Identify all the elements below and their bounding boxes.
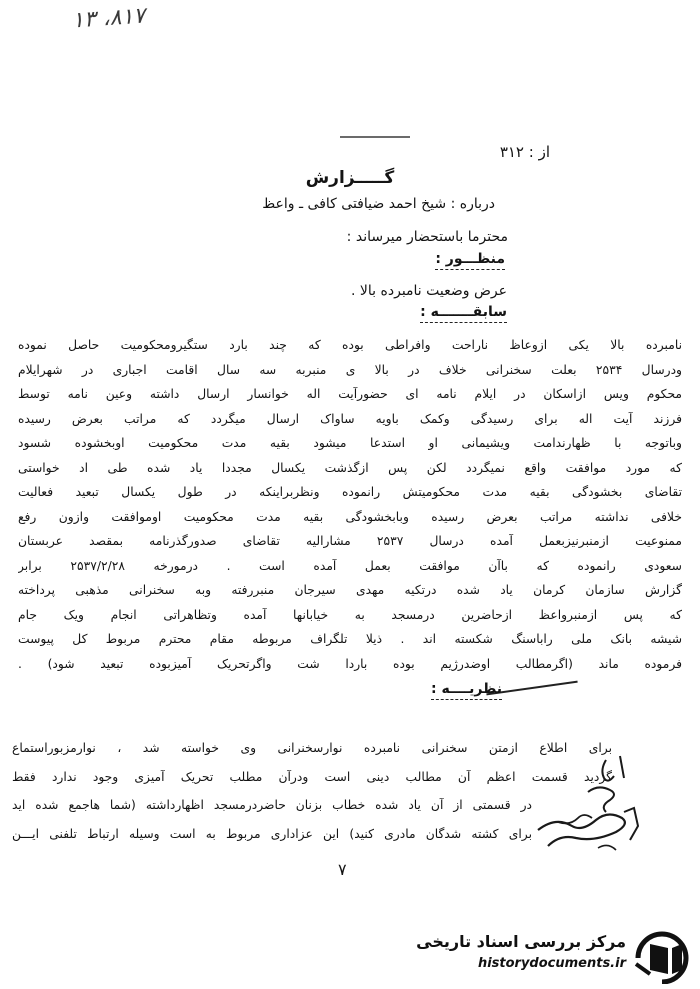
- purpose-text: عرض وضعیت نامبرده بالا .: [351, 283, 507, 299]
- body-text-line: ممنوعیت ازمنبرنیزبعمل آمده درسال ۲۵۳۷ مشارالیه تقاضای صدورگذرنامه بمقصد عربستان: [18, 534, 682, 548]
- body-text-line: شیشه بانک ملی راباسنگ شکسته اند . ذیلا تلگراف مربوطه مقام محترم مربوط کل پیوست: [18, 632, 682, 646]
- body-text-line: فرموده ماند (اگرمطالب اوضدرژیم بوده باردا شت واگرتحریک آمیزبوده تبعید شود) .: [18, 656, 682, 671]
- purpose-heading: منظـــور :: [435, 251, 505, 270]
- book-emblem-icon: [632, 928, 690, 984]
- closing-mark: ۷: [338, 860, 347, 879]
- handwritten-signature-icon: [528, 752, 648, 862]
- from-line: از : ۳۱۲: [499, 143, 550, 161]
- opinion-text-line: برای کشته شدگان مادری کنید) این عزاداری مربوط به است وسیله ارتباط تلفنی ایـــن: [12, 826, 532, 841]
- header-divider: [340, 136, 410, 138]
- opinion-text-line: برای اطلاع ازمتن سخنرانی نامبرده نوارسخنرانی وی خواسته شد ، نوارمزبوراستماع: [12, 741, 612, 755]
- watermark-url: historydocuments.ir: [477, 956, 626, 971]
- body-text-line: نامبرده بالا یکی ازوعاظ ناراحت وافراطی بوده که چند بارد ستگیرومحکومیت حاصل نموده: [18, 338, 682, 352]
- subject-person-line: درباره : شیخ احمد ضیافتی کافی ـ واعظ: [262, 196, 495, 212]
- opinion-text-line: گردید قسمت اعظم آن مطالب دینی است ودرآن مطلب تحریک آمیزی وجود ندارد فقط: [12, 769, 612, 784]
- watermark-title: مرکز بررسی اسناد تاریخی: [416, 932, 626, 951]
- body-text-line: محکوم ویس ازاسکان در ایلام نامه ای حضورآیت اله خوانسار ارسال داشته وعین نامه توسط: [18, 387, 682, 401]
- body-text-line: سعودی رانموده که باآن موافقت بعمل آمده است . درمورخه ۲۵۳۷/۲/۲۸ برابر: [18, 558, 682, 573]
- opinion-text-line: در قسمتی از آن یاد شده خطاب بزنان حاضردرمسجد اظهارداشته (شما هاجمع شده اید: [12, 798, 532, 812]
- background-heading: سابقـــــــه :: [420, 304, 507, 323]
- body-text-line: ودرسال ۲۵۳۴ بعلت سخنرانی خلاف در بالا ی منبربه سه سال اقامت اجباری در شهرایلام: [18, 362, 682, 377]
- body-text-line: وباتوجه با ظهارندامت ویشیمانی او استدعا میشود بقیه مدت محکومیت اوبخشوده شسود: [18, 436, 682, 450]
- page-title: گـــــزارش: [305, 168, 395, 188]
- body-text-line: فرزند آیت اله برای رسیدگی وکمک باویه ساواک ارسال میگردد که مراتب بعرض رسیده: [18, 411, 682, 426]
- salutation-line: محترما باستحضار میرساند :: [346, 229, 508, 245]
- body-text-line: که مورد موافقت واقع نمیگردد لکن پس ازگذشت یکسال مجددا یاد شده طی اد خواستی: [18, 460, 682, 475]
- handwritten-archive-number: ۱۳ ،۸۱۷: [71, 3, 146, 34]
- opinion-heading: نظریــــه :: [431, 681, 502, 700]
- body-text-line: که پس ازمنبرواعظ ازحاضرین درمسجد به خیابانها آمده وتظاهراتی انجام ویک جام: [18, 607, 682, 622]
- body-text-line: گزارش سازمان کرمان یاد شده درتکیه مهدی سیرجان منبررفته وبه سخنرانی مذهبی پرداخته: [18, 583, 682, 597]
- body-text-line: تقاضای بخشودگی بقیه مدت محکومیتش رانموده ونظربراینکه در طول یکسال تبعید فعالیت: [18, 485, 682, 499]
- watermark: [404, 928, 694, 984]
- body-text-line: خلافی نداشته مراتب بعرض رسیده وبابخشودگی بقیه مدت محکومیت اوموافقت وازون رفع: [18, 509, 682, 524]
